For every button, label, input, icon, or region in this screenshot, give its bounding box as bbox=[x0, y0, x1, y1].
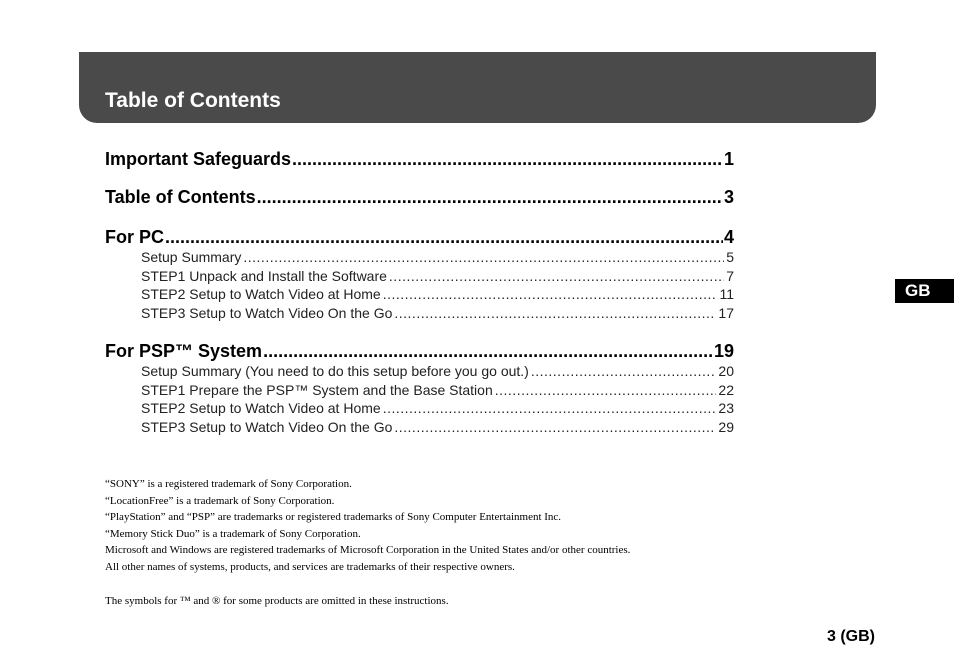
dot-leader bbox=[495, 381, 717, 399]
toc-entry-page: 22 bbox=[718, 382, 734, 398]
page-title: Table of Contents bbox=[105, 89, 281, 112]
dot-leader bbox=[389, 267, 724, 285]
header-banner bbox=[79, 52, 876, 123]
dot-leader bbox=[292, 148, 723, 170]
dot-leader bbox=[383, 285, 718, 303]
toc-entry-page: 3 bbox=[723, 187, 734, 207]
toc-entry-psp-step2[interactable] bbox=[141, 399, 734, 417]
toc-entry-label: For PC bbox=[105, 227, 165, 247]
trademark-line: “LocationFree” is a trademark of Sony Corporation. bbox=[105, 494, 335, 507]
toc-entry-label: Setup Summary bbox=[141, 249, 242, 265]
toc-entry-label: STEP1 Unpack and Install the Software bbox=[141, 268, 387, 284]
dot-leader bbox=[243, 248, 724, 266]
toc-entry-pc-step3[interactable] bbox=[141, 304, 734, 322]
toc-entry-label: For PSP™ System bbox=[105, 341, 263, 361]
toc-entry-for-psp-system[interactable] bbox=[105, 340, 734, 362]
toc-entry-page: 4 bbox=[723, 227, 734, 247]
toc-entry-label: STEP2 Setup to Watch Video at Home bbox=[141, 286, 381, 302]
toc-entry-table-of-contents[interactable] bbox=[105, 186, 734, 208]
toc-entry-psp-step1[interactable] bbox=[141, 381, 734, 399]
trademark-line: Microsoft and Windows are registered trademarks of Microsoft Corporation in the United States and/or other countries. bbox=[105, 544, 631, 557]
toc-entry-important-safeguards[interactable] bbox=[105, 148, 734, 170]
toc-entry-page: 20 bbox=[718, 363, 734, 379]
toc-entry-page: 29 bbox=[718, 419, 734, 435]
toc-entry-page: 1 bbox=[723, 149, 734, 169]
symbols-note: The symbols for ™ and ® for some products are omitted in these instructions. bbox=[105, 594, 449, 607]
spacer bbox=[105, 576, 805, 593]
toc-entry-page: 11 bbox=[719, 286, 734, 302]
page-number: 3 (GB) bbox=[827, 628, 875, 645]
toc-entry-label: Important Safeguards bbox=[105, 149, 292, 169]
toc-entry-page: 5 bbox=[726, 249, 734, 265]
toc-entry-psp-step3[interactable] bbox=[141, 418, 734, 436]
dot-leader bbox=[263, 340, 713, 362]
trademark-line: All other names of systems, products, and services are trademarks of their respective owners. bbox=[105, 560, 515, 573]
toc-entry-page: 19 bbox=[713, 341, 734, 361]
toc-entry-psp-setup-summary[interactable] bbox=[141, 362, 734, 380]
toc-entry-label: STEP2 Setup to Watch Video at Home bbox=[141, 400, 381, 416]
dot-leader bbox=[383, 399, 717, 417]
language-tab-badge: GB bbox=[895, 279, 954, 303]
toc-entry-label: Setup Summary (You need to do this setup before you go out.) bbox=[141, 363, 529, 379]
trademark-line: “PlayStation” and “PSP” are trademarks or registered trademarks of Sony Computer Entertainment Inc. bbox=[105, 511, 562, 524]
trademark-notes bbox=[105, 476, 805, 609]
dot-leader bbox=[531, 362, 717, 380]
toc-entry-pc-setup-summary[interactable] bbox=[141, 248, 734, 266]
dot-leader bbox=[257, 186, 723, 208]
toc-entry-page: 23 bbox=[718, 400, 734, 416]
toc-entry-label: Table of Contents bbox=[105, 187, 256, 207]
toc-entry-label: STEP3 Setup to Watch Video On the Go bbox=[141, 305, 393, 321]
toc-entry-page: 17 bbox=[718, 305, 734, 321]
trademark-line: “Memory Stick Duo” is a trademark of Sony Corporation. bbox=[105, 527, 361, 540]
dot-leader bbox=[394, 418, 716, 436]
toc-entry-label: STEP1 Prepare the PSP™ System and the Base Station bbox=[141, 382, 493, 398]
dot-leader bbox=[394, 304, 716, 322]
toc-entry-page: 7 bbox=[726, 268, 734, 284]
toc-entry-pc-step1[interactable] bbox=[141, 267, 734, 285]
toc-entry-pc-step2[interactable] bbox=[141, 285, 734, 303]
toc-entry-for-pc[interactable] bbox=[105, 226, 734, 248]
trademark-line: “SONY” is a registered trademark of Sony Corporation. bbox=[105, 478, 352, 490]
toc-entry-label: STEP3 Setup to Watch Video On the Go bbox=[141, 419, 393, 435]
dot-leader bbox=[165, 226, 723, 248]
